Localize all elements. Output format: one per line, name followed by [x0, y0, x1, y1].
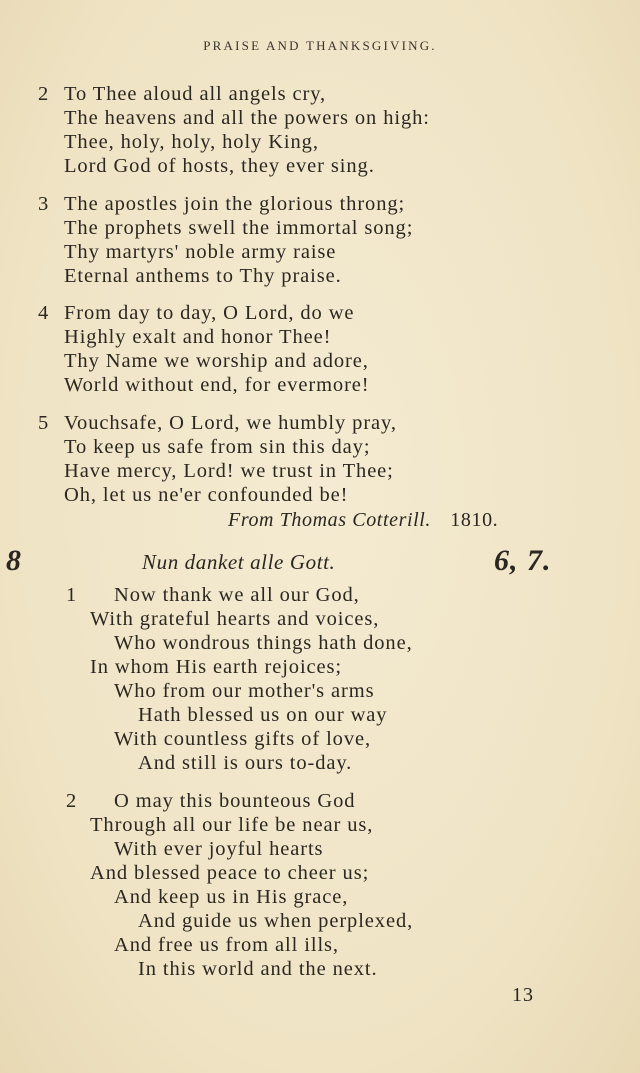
page-number: 13	[512, 984, 534, 1006]
running-head: PRAISE AND THANKSGIVING.	[203, 38, 437, 53]
hymn-number: 8	[6, 544, 21, 577]
attribution-source: From Thomas Cotterill.	[228, 509, 432, 531]
verse-line: To keep us safe from sin this day;	[64, 436, 371, 458]
verse-line: With ever joyful hearts	[114, 838, 324, 860]
verse-number: 1	[66, 584, 77, 606]
verse-line: Eternal anthems to Thy praise.	[64, 265, 342, 287]
verse-line: And keep us in His grace,	[114, 886, 349, 908]
verse-line: And free us from all ills,	[114, 934, 339, 956]
meter: 6, 7.	[494, 544, 552, 577]
verse-line: In whom His earth rejoices;	[90, 656, 343, 678]
verse-line: The apostles join the glorious throng;	[64, 193, 406, 215]
verse-number: 2	[66, 790, 77, 812]
verse-line: With countless gifts of love,	[114, 728, 372, 750]
verse-line: The prophets swell the immortal song;	[64, 217, 414, 239]
tune-name: Nun danket alle Gott.	[142, 550, 336, 574]
verse-line: Hath blessed us on our way	[138, 704, 388, 726]
verse-line: To Thee aloud all angels cry,	[64, 83, 327, 105]
verse-number: 5	[38, 412, 49, 434]
verse-line: O may this bounteous God	[114, 790, 356, 812]
verse-line: And blessed peace to cheer us;	[90, 862, 370, 884]
verse-line: Oh, let us ne'er confounded be!	[64, 484, 349, 506]
verse-line: World without end, for evermore!	[64, 374, 370, 396]
attribution	[228, 509, 498, 532]
verse-line: Vouchsafe, O Lord, we humbly pray,	[64, 412, 397, 434]
verse-line: Through all our life be near us,	[90, 814, 374, 836]
verse-line: Thy martyrs' noble army raise	[64, 241, 337, 263]
verse-line: Thee, holy, holy, holy King,	[64, 131, 319, 153]
verse-number: 4	[38, 302, 49, 324]
verse-line: Have mercy, Lord! we trust in Thee;	[64, 460, 394, 482]
verse-line: Now thank we all our God,	[114, 584, 360, 606]
verse-line: And guide us when perplexed,	[138, 910, 414, 932]
attribution-year: 1810.	[450, 509, 499, 531]
verse-line: With grateful hearts and voices,	[90, 608, 380, 630]
verse-number: 2	[38, 83, 49, 105]
verse-line: Who from our mother's arms	[114, 680, 375, 702]
verse-line: Thy Name we worship and adore,	[64, 350, 369, 372]
verse-number: 3	[38, 193, 49, 215]
verse-line: The heavens and all the powers on high:	[64, 107, 430, 129]
verse-line: Lord God of hosts, they ever sing.	[64, 155, 375, 177]
verse-line: Highly exalt and honor Thee!	[64, 326, 332, 348]
verse-line: Who wondrous things hath done,	[114, 632, 413, 654]
verse-line: From day to day, O Lord, do we	[64, 302, 355, 324]
verse-line: And still is ours to-day.	[138, 752, 353, 774]
verse-line: In this world and the next.	[138, 958, 378, 980]
